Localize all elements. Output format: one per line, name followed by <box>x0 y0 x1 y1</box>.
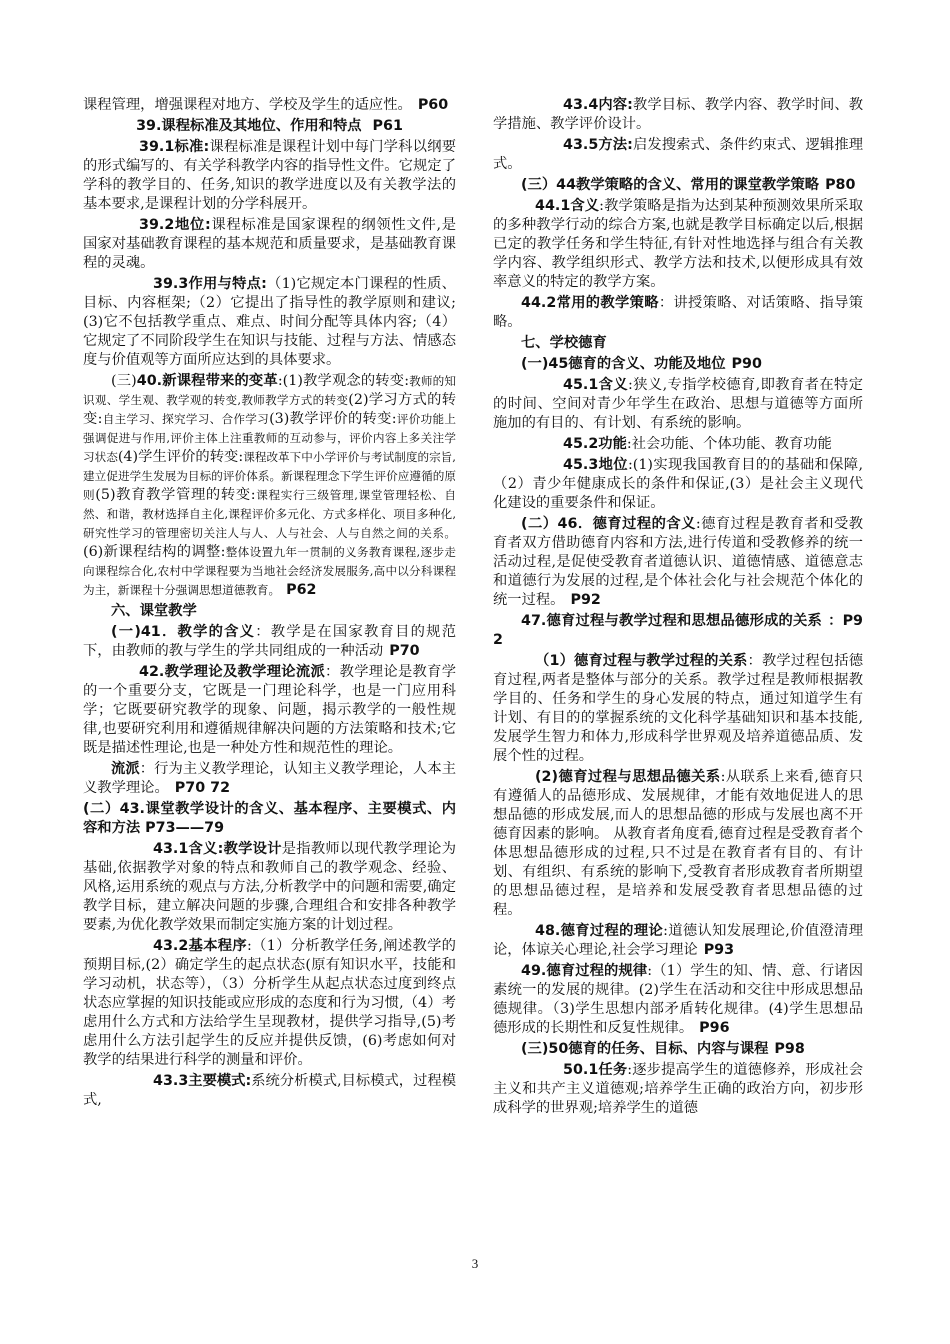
body-text: 课程标准是课程计划中每门学科以纲要的形式编写的、有关学科教学内容的指导性文件。它规定了学科的教学目的、任务,知识的教学进度以及有关教学法的基本要求,是课程计划的分学科展开。 <box>83 139 457 212</box>
paragraph <box>83 760 456 798</box>
paragraph <box>493 197 863 292</box>
body-text: ：行为主义教学理论，认知主义教学理论，人本主义教学理论。 <box>83 761 457 796</box>
page-reference: P70 72 <box>174 780 231 796</box>
paragraph <box>83 96 456 115</box>
paragraph <box>493 176 863 195</box>
body-text: ：讲授策略、对话策略、指导策略。 <box>493 295 863 330</box>
body-text: :（1）学生的知、情、意、行诸因素统一的发展的规律。(2)学生在活动和交往中形成思想品德规律。（3)学生思想内部矛盾转化规律。(4)学生思想品德形成的长期性和反复性规律。 <box>493 963 863 1036</box>
heading-text: 42.教学理论及教学理论流派 <box>139 664 326 680</box>
heading-text: (2)德育过程与思想品德关系 <box>535 769 721 785</box>
body-text: (4)学生评价的转变: <box>117 449 244 465</box>
heading-text: (二）43.课堂教学设计的含义、基本程序、主要模式、内容和方法 P73——79 <box>83 801 456 836</box>
heading-text: (一)45德育的含义、功能及地位 <box>521 356 726 372</box>
body-text: 课程标准是国家课程的纲领性文件,是国家对基础教育课程的基本规范和质量要求，是基础教育课程的灵魂。 <box>83 217 456 271</box>
body-text: (6)新课程结构的调整: <box>83 544 226 560</box>
body-text: 启发搜索式、条件约束式、逻辑推理式。 <box>493 137 864 172</box>
paragraph <box>83 800 456 838</box>
body-text: 课程改革下中小学评价与考试制度的宗旨,建立促进学生发展为目标的评价体系。新课程理念下学生评价应遵循的原则 <box>83 450 456 502</box>
heading-text: 49.德育过程的规律 <box>521 963 648 979</box>
heading-text: 43.1含义: <box>153 841 224 857</box>
body-text: ：教学是在国家教育目的规范下，由教师的教与学生的学共同组成的一种活动 <box>83 624 457 659</box>
paragraph <box>83 602 456 621</box>
heading-text: 43.4内容: <box>563 97 633 113</box>
heading-text: 43.2基本程序 <box>153 938 248 954</box>
body-text: :逐步提高学生的道德修养，形成社会主义和共产主义道德观;培养学生正确的政治方向，初步形成科学的世界观;培养学生的道德 <box>493 1062 863 1116</box>
heading-text: 45.3地位 <box>563 457 628 473</box>
page-reference: P93 <box>703 942 735 958</box>
page-reference: P96 <box>699 1020 730 1036</box>
body-text: 课程管理，增强课程对地方、学校及学生的适应性。 <box>83 97 412 113</box>
page-number: 3 <box>471 1256 479 1271</box>
paragraph <box>493 355 863 374</box>
paragraph <box>493 1061 863 1118</box>
heading-text: (一)41．教学的含义 <box>111 624 256 640</box>
paragraph <box>83 372 456 600</box>
page-reference: P80 <box>825 177 856 193</box>
heading-text: 39.1标准: <box>139 139 210 155</box>
body-text: ：教学理论是教育学的一个重要分支，它既是一门理论科学，也是一门应用科学；它既要研究教学的现象、问题，揭示教学的一般性规律,也要研究利用和遵循规律解决问题的方法策略和技术;它既是描述性理论,也是一种处方性和规范性的理论。 <box>83 664 457 756</box>
heading-text: 流派 <box>111 761 140 777</box>
heading-text: 43.3主要模式: <box>153 1073 252 1089</box>
heading-text: 47.德育过程与教学过程和思想品德形成的关系 <box>521 613 823 629</box>
body-text: :社会功能、个体功能、教育功能 <box>626 436 832 452</box>
heading-text: 40.新课程带来的变革 <box>136 373 278 389</box>
page-reference: P60 <box>417 97 449 113</box>
paragraph <box>83 1072 456 1110</box>
body-text: 评价功能上强调促进与作用,评价主体上注重教师的互动参与，评价内容上多关注学习状态 <box>83 412 456 464</box>
heading-text: （1）德育过程与教学过程的关系 <box>535 653 748 669</box>
body-text: :道德认知发展理论,价值澄清理论，体谅关心理论,社会学习理论 <box>493 923 863 958</box>
body-text: ：教学过程包括德育过程,两者是整体与部分的关系。教学过程是教师根据教学目的、任务和学生的身心发展的特点，通过知道学生有计划、有目的的掌握系统的文化科学基础知识和基本技能,发展学生智力和体力,形成科学世界观及培养道德品质、发展个性的过程。 <box>493 653 863 764</box>
left-column <box>83 96 456 1112</box>
page-reference: P90 <box>731 356 762 372</box>
paragraph <box>493 922 863 960</box>
heading-text: (三）44教学策略的含义、常用的课堂教学策略 <box>521 177 820 193</box>
page-reference: ：P92 <box>493 613 863 648</box>
paragraph <box>493 768 863 920</box>
body-text: 整体设置九年一贯制的义务教育课程,逐步走向课程综合化,农村中学课程要为当地社会经济发展服务,高中以分科课程为主，新课程十分强调思想道德教育。 <box>83 545 456 597</box>
body-text: 课程实行三级管理,课堂管理轻松、自然、和谐，教材选择自主化,课程评价多元化、方式多样化、项目多种化,研究性学习的管理密切关注人与人、人与社会、人与自然之间的关系。 <box>83 488 456 540</box>
body-text: :(1)教学观念的转变: <box>277 373 410 389</box>
paragraph <box>493 376 863 433</box>
heading-text: 教学设计 <box>223 841 282 857</box>
paragraph <box>493 515 863 610</box>
paragraph <box>493 456 863 513</box>
heading-text: 44.1含义 <box>535 198 600 214</box>
heading-text: 44.2常用的教学策略 <box>521 295 659 311</box>
body-text: :教学策略是指为达到某种预测效果所采取的多种教学行动的综合方案,也就是教学目标确定以后,根据已定的教学任务和学生特征,有针对性地选择与组合有关教学内容、教学组织形式、教学方法和技术,以便形成具有效率意义的特定的教学方案。 <box>493 198 863 290</box>
paragraph <box>83 138 456 214</box>
paragraph <box>83 663 456 758</box>
body-text: :(1)实现我国教育目的的基础和保障,（2）青少年健康成长的条件和保证,(3）是社会主义现代化建设的重要条件和保证。 <box>493 457 863 511</box>
paragraph <box>493 612 863 650</box>
page-reference: P98 <box>774 1041 805 1057</box>
heading-text: 50.1任务 <box>563 1062 628 1078</box>
heading-text: 六、课堂教学 <box>111 603 197 619</box>
paragraph <box>493 1040 863 1059</box>
body-text: 自主学习、探究学习、合作学习 <box>102 412 270 426</box>
body-text: (三) <box>111 373 137 389</box>
heading-text: (二）46．德育过程的含义 <box>521 516 696 532</box>
paragraph <box>83 840 456 935</box>
body-text: 教学目标、教学内容、教学时间、教学措施、教学评价设计。 <box>493 97 864 132</box>
paragraph <box>493 962 863 1038</box>
paragraph <box>493 334 863 353</box>
body-text: 教师的知识观、学生观、教学观的转变,教师教学方式的转变 <box>83 374 457 407</box>
page-reference: P70 <box>389 643 420 659</box>
paragraph <box>493 652 863 766</box>
paragraph <box>83 623 456 661</box>
heading-text: (三)50德育的任务、目标、内容与课程 <box>521 1041 769 1057</box>
paragraph <box>83 216 456 273</box>
paragraph <box>493 435 863 454</box>
body-text: 系统分析模式,目标模式，过程模式, <box>83 1073 457 1108</box>
paragraph <box>493 96 863 134</box>
body-text: :德育过程是教育者和受教育者双方借助德育内容和方法,进行传道和受教修养的统一活动过程,是促使受教育者道德认识、道德情感、道德意志和道德行为发展的过程,是个体社会化与社会规范个体化的统一过程。 <box>493 516 863 608</box>
heading-text: 43.5方法: <box>563 137 633 153</box>
heading-text: 45.2功能 <box>563 436 627 452</box>
page-reference: P61 <box>372 118 403 134</box>
body-text: :（1）分析教学任务,阐述教学的预期目标,(2）确定学生的起点状态(原有知识水平，技能和学习动机，状态等），（3）分析学生从起点状态过度到终点状态应掌握的知识技能或应形成的态度和行为习惯,（4）考虑用什么方式和方法给学生呈现教材，提供学习指导,(5)考虑用什么方法引起学生的反应并提供反馈，(6)考虑如何对教学的结果进行科学的测量和评价。 <box>83 938 456 1068</box>
page-reference: P62 <box>286 582 317 598</box>
page-reference: P92 <box>570 592 601 608</box>
heading-text: 48.德育过程的理论 <box>535 923 664 939</box>
heading-text: 45.1含义 <box>563 377 629 393</box>
paragraph <box>493 294 863 332</box>
heading-text: 39.课程标准及其地位、作用和特点 <box>136 118 367 134</box>
body-text: （1)它规定本门课程的性质、目标、内容框架;（2）它提出了指导性的教学原则和建议;(3)它不包括教学重点、难点、时间分配等具体内容;（4）它规定了不同阶段学生在知识与技能、过程与方法、情感态度与价值观等方面所应达到的具体要求。 <box>83 276 456 368</box>
heading-text: 39.3作用与特点: <box>153 276 267 292</box>
body-text: (5)教育教学管理的转变: <box>95 487 256 503</box>
heading-text: 七、学校德育 <box>521 335 607 351</box>
paragraph <box>83 117 456 136</box>
body-text: (3)教学评价的转变: <box>269 411 397 427</box>
body-text: :从联系上来看,德育只有遵循人的品德形成、发展规律，才能有效地促进人的思想品德的形成发展,而人的思想品德的形成与发展也离不开德育因素的影响。 从教育者角度看,德育过程是受教育者个体思想品德形成的过程,只不过是在教育者有目的、有计划、有组织、有系统的影响下,受教育者形成教育者所期望的思想品德过程，是培养和发展受教育者思想品德的过程。 <box>493 769 863 918</box>
body-text: (2)学习方式的转变: <box>83 392 456 427</box>
paragraph <box>493 136 863 174</box>
body-text: 是指教师以现代教学理论为基础,依据教学对象的特点和教师自己的教学观念、经验、风格,运用系统的观点与方法,分析教学中的问题和需要,确定教学目标，建立解决问题的步骤,合理组合和安排各种教学要素,为优化教学效果而制定实施方案的计划过程。 <box>83 841 457 933</box>
paragraph <box>83 937 456 1070</box>
right-column <box>493 96 863 1120</box>
heading-text: 39.2地位: <box>139 217 211 233</box>
body-text: :狭义,专指学校德育,即教育者在特定的时间、空间对青少年学生在政治、思想与道德等方面所施加的有目的、有计划、有系统的影响。 <box>493 377 864 431</box>
paragraph <box>83 275 456 370</box>
